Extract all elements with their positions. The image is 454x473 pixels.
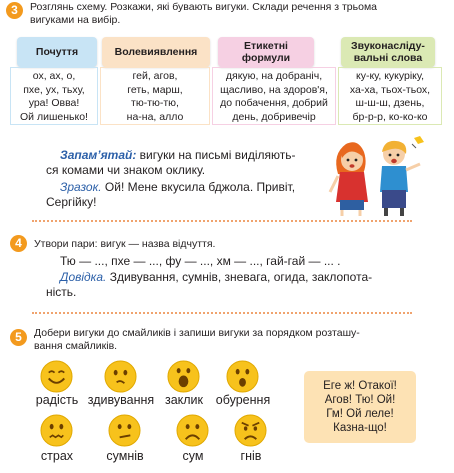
hint-label: Довідка.: [60, 270, 107, 284]
example: [60, 180, 295, 195]
section-divider: [32, 312, 412, 314]
column-header-onomatopoeia: [341, 37, 435, 67]
list-item: геть, марш,: [127, 83, 183, 96]
task5-instruction-line2: вання смайликів.: [34, 340, 118, 352]
column-feelings-list: [10, 67, 98, 125]
smiley-call-icon: [167, 360, 200, 393]
column-header-etiquette: [218, 37, 314, 67]
smiley-label: сумнів: [106, 449, 144, 463]
list-item: гей, агов,: [132, 70, 178, 82]
hint-line: Гм! Ой леле!: [326, 408, 394, 420]
list-item: на-на, алло: [126, 110, 184, 123]
list-item: бр-р-р, ко-ко-ко: [352, 110, 428, 123]
list-item: дякую, на добраніч,: [225, 70, 323, 82]
column-onomatopoeia-list: [338, 67, 442, 125]
hint-text: Здивування, сумнів, зневага, огида, заклопота-: [106, 270, 373, 284]
smiley-label: страх: [40, 449, 74, 463]
list-item: ха-ха, тьох-тьох,: [349, 83, 431, 96]
remember-text: вигуки на письмі виділяють-: [136, 148, 296, 162]
column-etiquette-list: [212, 67, 336, 125]
smiley-surprise-icon: [104, 360, 137, 393]
column-header-label: вальні слова: [353, 52, 423, 64]
smiley-label: обурення: [215, 393, 271, 407]
list-item: ш-ш-ш, дзень,: [355, 97, 425, 109]
smiley-indignation-icon: [226, 360, 259, 393]
column-will-list: [100, 67, 210, 125]
task3-instruction-line2: вигуками на вибір.: [30, 14, 121, 26]
list-item: Ой лишенько!: [20, 110, 88, 123]
smiley-label: гнів: [240, 449, 262, 463]
list-item: тю-тю-тю,: [131, 97, 179, 109]
smiley-label: радість: [35, 393, 79, 407]
smiley-joy-icon: [40, 360, 73, 393]
smiley-fear-icon: [40, 414, 73, 447]
example-line2: Сергійку!: [46, 195, 97, 209]
smiley-sadness-icon: [176, 414, 209, 447]
task3-instruction-line1: Розглянь схему. Розкажи, які бувають вигуки. Склади речення з трьома: [30, 1, 378, 13]
column-header-label: формули: [241, 52, 291, 64]
example-text: Ой! Мене вкусила бджола. Привіт,: [101, 180, 296, 194]
list-item: щасливо, на здоров'я,: [220, 83, 328, 96]
section-divider: [32, 220, 412, 222]
column-header-label: Волевиявлення: [114, 46, 198, 58]
hint-line: Агов! Тю! Ой!: [324, 394, 396, 406]
task4-hint: [60, 270, 372, 285]
hint-line: Казна-що!: [333, 422, 387, 434]
column-header-will: [102, 37, 210, 67]
list-item: пхе, ух, тьху,: [23, 83, 85, 96]
list-item: ох, ах, о,: [32, 70, 76, 82]
remember-rule: [60, 148, 295, 163]
column-header-label: Почуття: [35, 46, 79, 58]
smiley-label: здивування: [87, 393, 155, 407]
remember-label: Запам’ятай:: [60, 148, 137, 162]
list-item: ура! Овва!: [28, 97, 80, 109]
list-item: ку-ку, кукуріку,: [355, 70, 424, 82]
column-header-label: Етикетні: [244, 40, 288, 52]
remember-rule-line2: ся комами чи знаком оклику.: [46, 163, 206, 177]
smiley-anger-icon: [234, 414, 267, 447]
hint-line: Еге ж! Отакої!: [323, 380, 397, 392]
task5-instruction-line1: Добери вигуки до смайликів і запиши вигуки за порядком розташу-: [34, 327, 360, 339]
task-number-badge: 3: [6, 2, 23, 19]
task-number-badge: 5: [10, 329, 27, 346]
children-illustration: [328, 134, 428, 218]
task4-hint-line2: ність.: [46, 285, 77, 299]
interjections-hint-box: [304, 371, 416, 443]
task-number-badge: 4: [10, 235, 27, 252]
list-item: день, добривечір: [232, 110, 316, 123]
task4-pairs-line: Тю — ..., пхе — ..., фу — ..., хм — ..., гай-гай — ... .: [60, 254, 341, 268]
smiley-doubt-icon: [108, 414, 141, 447]
task4-instruction: Утвори пари: вигук — назва відчуття.: [34, 238, 216, 250]
column-header-label: Звуконасліду-: [351, 40, 425, 52]
smiley-label: заклик: [164, 393, 204, 407]
column-header-feelings: [17, 37, 97, 67]
smiley-label: сум: [182, 449, 204, 463]
example-label: Зразок.: [60, 180, 102, 194]
list-item: до побачення, добрий: [220, 97, 328, 109]
